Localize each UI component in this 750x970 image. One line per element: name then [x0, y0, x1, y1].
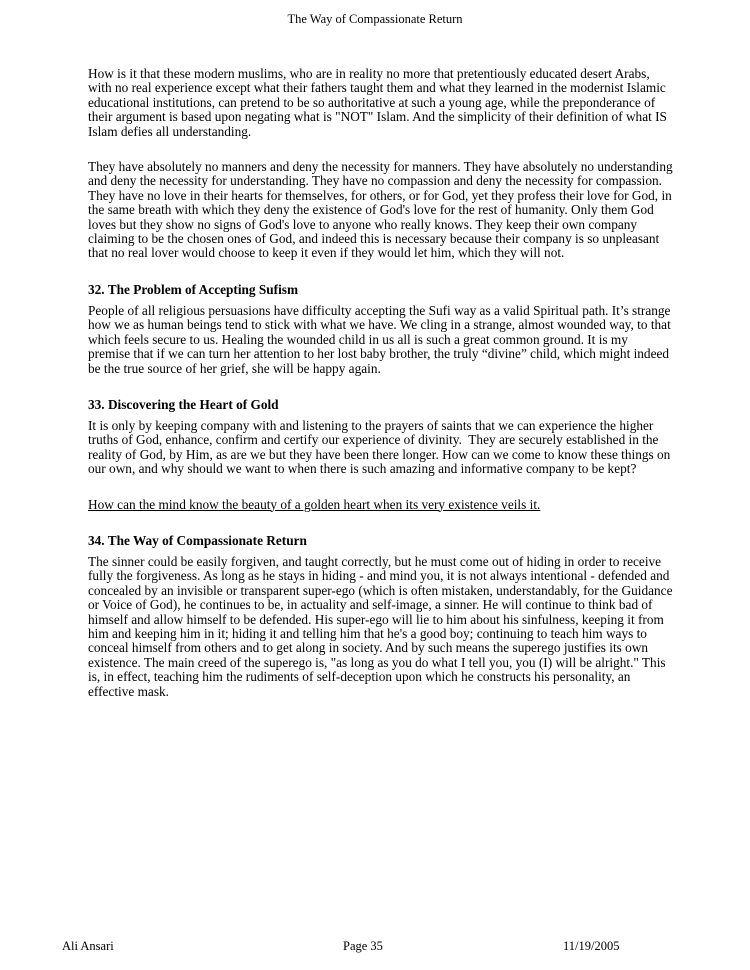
underlined-statement: How can the mind know the beauty of a golden heart when its very existence veils it. [88, 496, 541, 512]
footer-date: 11/19/2005 [563, 939, 620, 953]
document-body [88, 66, 676, 699]
footer-author: Ali Ansari [62, 939, 114, 953]
footer-page-number: Page 35 [343, 939, 383, 953]
page-header [0, 0, 750, 26]
intro-paragraph-1: How is it that these modern muslims, who are in reality no more that pretentiously educated desert Arabs, with no real experience except what their fathers taught them and what they learned in the modernist Islamic educational institutions, can pretend to be so authoritative at such a young age, while the preponderance of their argument is based upon negating what is "NOT" Islam. And the simplicity of their definition of what IS Islam defies all understanding. [88, 66, 671, 139]
section-heading-34: 34. The Way of Compassionate Return [88, 532, 307, 548]
section-32-paragraph: People of all religious persuasions have difficulty accepting the Sufi way as a valid Spiritual path. It’s strange how we as human beings tend to stick with what we have. We cling in a strange, almost wounded way, to that which feels secure to us. Healing the wounded child in us all is such a great common ground. It is my premise that if we can turn her attention to her lost baby brother, the truly “divine” child, which might indeed be the true source of her grief, she will be happy again. [88, 302, 675, 376]
section-heading-32: 32. The Problem of Accepting Sufism [88, 281, 299, 297]
section-heading-33: 33. Discovering the Heart of Gold [88, 396, 279, 412]
section-34-paragraph: The sinner could be easily forgiven, and taught correctly, but he must come out of hiding in order to receive fully the forgiveness. As long as he stays in hiding - and mind you, it is not always intentional - defended and concealed by an invisible or transparent super-ego (which is often mistaken, understandably, for the Guidance or Voice of God), he continues to be, in actuality and self-image, a sinner. He will continue to think bad of himself and allow himself to be defended. His super-ego will lie to him about his sinfulness, keeping it from him and keeping him in it; hiding it and telling him that he's a good boy; continuing to teach him ways to conceal himself from others and to get along in society. And by such means the superego justifies its own existence. The main creed of the superego is, "as long as you do what I tell you, you (I) will be alright." This is, in effect, teaching him the rudiments of self-deception upon which he constructs his personality, an effective mask. [88, 553, 676, 699]
section-33-paragraph: It is only by keeping company with and listening to the prayers of saints that we can experience the higher truths of God, enhance, confirm and certify our experience of divinity. They are securely established in the reality of God, by Him, as are we but they have been there longer. How can we come to know these things on our own, and why should we want to when there is such amazing and informative company to be kept? [88, 417, 674, 477]
page-header-title: The Way of Compassionate Return [287, 12, 463, 26]
intro-paragraph-2: They have absolutely no manners and deny the necessity for manners. They have absolutely no understanding and deny the necessity for understanding. They have no compassion and deny the necessity for compassion. They have no love in their hearts for themselves, for others, or for God, yet they profess their love for God, in the same breath with which they deny the existence of God's love for the rest of humanity. Only them God loves but they show no signs of God's love to anyone who really knows. They keep their own company claiming to be the chosen ones of God, and indeed this is necessary because their company is so unpleasant that no real lover would choose to keep it even if they would let him, which they will not. [88, 159, 676, 261]
